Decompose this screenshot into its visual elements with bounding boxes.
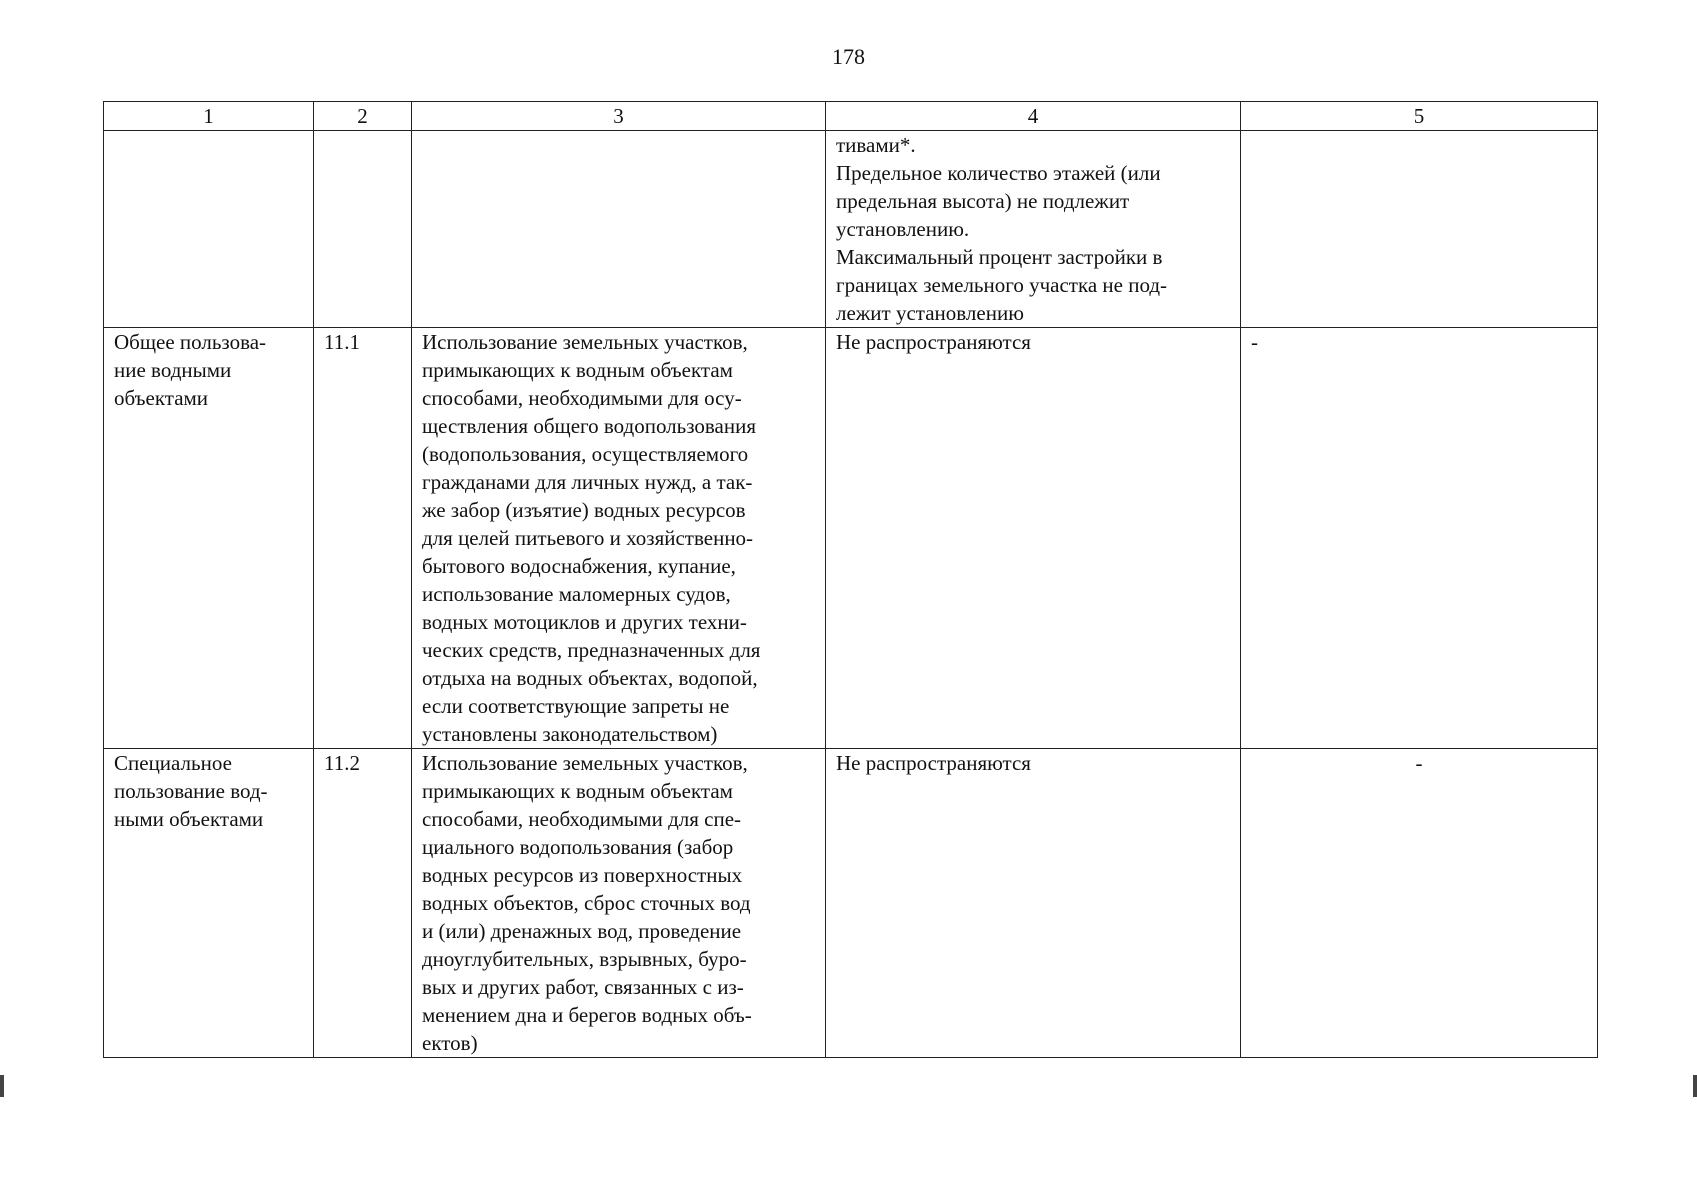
cell-code (314, 131, 412, 328)
scan-edge-mark-left (0, 1075, 4, 1097)
scan-edge-mark-right (1693, 1075, 1697, 1097)
header-col-4: 4 (826, 102, 1241, 131)
cell-restrictions: - (1241, 749, 1598, 1058)
page-number: 178 (832, 44, 865, 69)
cell-land-use-type: Специальное пользование вод- ными объектами (104, 749, 314, 1058)
regulations-table (103, 101, 1598, 1058)
cell-description: Использование земельных участков, примыкающих к водным объектам способами, необходимыми для осу- ществления общего водопользования (водопользования, осуществляемого гражданами для личных нужд, а так- же забор (изъятие) водных ресурсов для целей питьевого и хозяйственно- бытового водоснабжения, купание, использование маломерных судов, водных мотоциклов и других техни- ческих средств, предназначенных для отдыха на водных объектах, водопой, если соответствующие запреты не установлены законодательством) (412, 328, 826, 749)
header-col-2: 2 (314, 102, 412, 131)
cell-parameters: тивами*. Предельное количество этажей (или предельная высота) не подлежит установлению. Максимальный процент застройки в границах земельного участка не под- лежит установлению (826, 131, 1241, 328)
cell-code: 11.2 (314, 749, 412, 1058)
cell-restrictions: - (1241, 328, 1598, 749)
cell-land-use-type: Общее пользова- ние водными объектами (104, 328, 314, 749)
header-col-1: 1 (104, 102, 314, 131)
cell-description (412, 131, 826, 328)
cell-restrictions (1241, 131, 1598, 328)
cell-land-use-type (104, 131, 314, 328)
header-row (104, 102, 1598, 131)
header-col-3: 3 (412, 102, 826, 131)
table-row-general-water-use (104, 328, 1598, 749)
cell-description: Использование земельных участков, примыкающих к водным объектам способами, необходимыми для спе- циального водопользования (забор водных ресурсов из поверхностных водных объектов, сброс сточных вод и (или) дренажных вод, проведение дноуглубительных, взрывных, буро- вых и других работ, связанных с из- менением дна и берегов водных объ- ектов) (412, 749, 826, 1058)
table-row-special-water-use (104, 749, 1598, 1058)
cell-parameters: Не распространяются (826, 749, 1241, 1058)
cell-code: 11.1 (314, 328, 412, 749)
table-row-continuation (104, 131, 1598, 328)
header-col-5: 5 (1241, 102, 1598, 131)
cell-parameters: Не распространяются (826, 328, 1241, 749)
